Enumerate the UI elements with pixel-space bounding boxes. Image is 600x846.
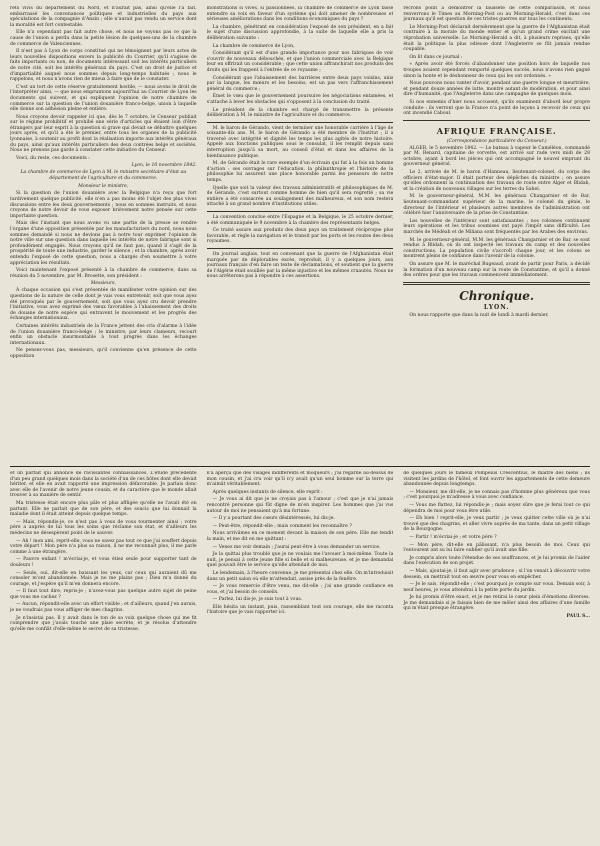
col1-para-5: Voici, du reste, ces documents : <box>16 155 90 161</box>
col1-para3-2: Ne pensez-vous pas, messieurs, qu'il convienne qu'en présence de cette opposition <box>10 348 197 359</box>
feuilleton-column-2 <box>207 471 394 846</box>
feuilleton-para: n'a aperçu que des visages indifférents et moqueurs ; j'ai regardé au-dessus de mon cousin, et j'ai cru voir qu'il n'y avait qu'un seul homme sur la terre qui m'aimât véritablement. <box>206 471 394 488</box>
feuilleton-para: Je n'insistai pas. Il y avait dans le ton de sa voix quelque chose qui me fit comprendre que j'avais touché une plaie secrète, et je résolus d'attendre qu'elle me confiât d'elle-même le secret de sa tristesse. <box>10 615 197 632</box>
col2-para-5: Émet le vœu que le gouvernement poursuive les négociations entamées, et s'attache à lever les obstacles qui s'opposent à la conclusion du traité. <box>206 94 394 105</box>
col3-para-2: On lit dans ce journal : <box>409 54 463 60</box>
chronique-lead: On nous rapporte que dans la nuit de lundi à mardi dernier, <box>409 312 549 318</box>
afrique-para-4: M. le gouverneur-général, M.M. les généraux Changarnier et de Bar, se sont rendus à Blidah, où ils ont inspecté les travaux du camp et des nouvelles constructions. La population civile s'accroît chaque jour, et les colons se montrent pleins de confiance dans l'avenir de la colonie. <box>403 237 590 260</box>
separator <box>403 282 590 285</box>
separator <box>207 248 394 249</box>
feuilleton-column-3 <box>403 471 590 846</box>
feuilleton-para: — Je le sais, répondit-elle ; c'est pourquoi je compte sur vous. Demain soir, à neuf heures, je vous attendrai à la petite porte du jardin. <box>403 582 590 593</box>
feuilleton-para: — Je vous remercie d'être venu, me dit-elle ; j'ai une grande confiance en vous, et j'ai besoin de conseils. <box>206 584 394 595</box>
letter-heading: La chambre de commerce de Lyon à M. le ministre secrétaire d'état au département de l'agriculture et du commerce. <box>20 170 187 182</box>
col2-sub: La convention conclue entre l'Espagne et la Belgique, le 25 octobre dernier, a été communiquée le 9 novembre à la chambre des représentants belges. <box>206 215 394 226</box>
col1-para-4: Nous croyons devoir rappeler ici que, dès le 7 octobre, le Censeur publiait sur le régime prohibitif et prohibé une série d'articles qui étaient loin d'être étrangers par leur esprit à la question si grave qui devait se débattre quelques jours après, et qu'il a été le premier, entre tous les organes de la publicité lyonnaise, à soutenir au profit dont la réalisation importe aux intérêts généraux du pays, ainsi qu'aux intérêts particuliers des deux contrées belge et sociétés. Nous ne prenons pas garde à constater cette initiative du Censeur. <box>10 114 197 154</box>
col3-para-1: Le Morning-Post déclarait dernièrement que la guerre de l'Afghanistan était contraire à la morale du monde entier et qu'un grand crime excitait une réprobation universelle. Le Morning-Herald a dit, à plusieurs reprises, qu'elle était la politique la plus odieuse dont l'Angleterre se fût jamais rendue coupable. <box>403 24 590 53</box>
feuilleton-para: Elle hésita un instant, puis, rassemblant tout son courage, elle me raconta l'histoire que je vais rapporter ici. <box>206 604 394 616</box>
feuilleton-para: de quelques jours le fameux Pompeius Crescentius, le maître des biens ; ils visitent les jardins de l'hôtel, et font ouvrir les appartements de cette demeure abandonnée depuis longtemps. <box>403 471 590 488</box>
feuilleton-para: — Seule, oui, dit-elle en baissant les yeux, car ceux qui auraient dû me consoler m'ont abandonnée. Mais je ne me plains pas ; Dieu m'a donné du courage, et j'espère qu'il m'en donnera encore. <box>10 570 197 587</box>
afrique-subheading: (Correspondance particulière du Censeur.) <box>446 138 547 144</box>
col2-para-9: Quelle que soit la valeur des travaux administratifs et philosophiques de M. de Gérando, c'est surtout comme homme de bien qu'il sera regretté ; sa vie entière a été consacrée au soulagement des malheureux, et son nom restera attaché à un grand nombre d'institutions utiles. <box>206 185 394 208</box>
chronique-place: LYON. <box>483 303 510 311</box>
separator <box>207 122 394 123</box>
feuilleton-para: — Monsieur, me dit-elle, je ne connais pas d'homme plus généreux que vous ; c'est pourquoi je m'adresse à vous avec confiance. <box>403 489 590 501</box>
col3-para-5: Si nos ennemis d'hier nous accusent, qu'ils examinent d'abord leur propre conduite : ils verront que la France n'a point de leçons à recevoir de ceux qui ont incendié Caboul. <box>403 99 590 117</box>
col1-para2-1: Mais dès l'instant que nous avons vu une partie de la presse se rendre l'organe d'une opposition présentée par les manufacturiers du nord, nous nous sommes demandé si nous ne devions pas à notre tour exprimer l'opinion de notre ville sur une question dans laquelle les intérêts de notre fabrique sont si profondément engagés. Nous croyons qu'il ne faut pas, quand il s'agit de la prospérité de toute une industrie, garder le silence ; et la chambre, après avoir entendu l'exposé de cette question, nous a chargés d'en soumettre à votre appréciation les résultats. <box>10 221 197 266</box>
feuilleton-para: — Mais, répondis-je, ce n'est pas à vous de vous tourmenter ainsi ; votre père a auprès de lui tous les soins que réclame son état, et d'ailleurs les médecins ne désespèrent point de le sauver. <box>10 519 197 536</box>
col2-para-8: M. de Gérando était le rare exemple d'un écrivain qui fut à la fois un homme d'action : ses ouvrages sur l'éducation, la philanthropie et l'histoire de la philosophie lui assurent une place honorable parmi les penseurs de notre temps. <box>206 161 394 184</box>
news-columns <box>10 6 590 464</box>
feuilleton-para: — Pauvre enfant ! m'écriai-je, et vous étiez seule pour supporter tant de douleurs ! <box>10 557 197 568</box>
feuilleton-para: — Ah ! mon ami, reprit-elle, vous ne savez pas tout ce que j'ai souffert depuis votre départ ! Mon père n'a plus sa raison, il ne me reconnaît plus, il me parle comme à une étrangère. <box>10 538 197 555</box>
afrique-para-1: Le 2, arrivée de M. le baron d'Hanneau, lieutenant-colonel, du corps des officiers d'état-major. Il était porteur des dépêches du ministre ; on assure qu'elles ordonnent la continuation des travaux de route entre Alger et Blidah, et la création de nouveaux villages sur les terres du Sahel. <box>403 170 590 192</box>
column-3 <box>403 6 590 464</box>
col1-para3-1: Certaines intérêts industriels de la France jettent des cris d'alarme à l'idée de l'union douanière franco-belge ; le ministre, par leurs clameurs, recourt enfin un obstacle insurmontable à tout progrès dans les échanges internationaux. <box>10 323 197 346</box>
feuilleton-para: — Eh bien ! reprit-elle, je veux partir ; je veux quitter cette ville où je n'ai trouvé que des chagrins, et aller vivre auprès de ma tante, dans un petit village de la Bourgogne. <box>403 516 590 533</box>
feuilleton-para: — Peut-être, répondit-elle ; mais comment les reconnaître ? <box>212 523 352 529</box>
feuilleton-para: Je la quittai plus troublé que je ne voulais me l'avouer à moi-même. Toute la nuit, je pensai à cette jeune fille si belle et si malheureuse, et je me demandai quel pouvait être le service qu'elle attendait de moi. <box>206 552 394 569</box>
feuilleton-para: — Il faut tout dire, repris-je ; n'avez-vous pas quelque autre sujet de peine que vous me cachez ? <box>10 589 197 600</box>
feuilleton-para: — Venez me voir demain ; j'aurai peut-être à vous demander un service. <box>212 544 381 550</box>
col2-para-6: Le président de la chambre est chargé de transmettre la présente délibération à M. le ministre de l'agriculture et du commerce. <box>206 107 394 119</box>
feuilleton-para: Je lui promis d'être exact, et je me retirai le cœur plein d'émotions diverses. Je me demandais si je faisais bien de me mêler ainsi des affaires d'une famille qui m'était presque étrangère. <box>403 595 590 612</box>
col2-para-2: La chambre de commerce de Lyon, <box>212 43 295 49</box>
afrique-para-5: On assure que M. le maréchal Bugeaud, avant de partir pour Paris, a décidé la formation d'un nouveau camp sur la route de Constantine, et qu'il a donné des ordres pour que les travaux commencent immédiatement. <box>403 261 590 279</box>
afrique-para-3: Les nouvelles de l'intérieur sont satisfaisantes ; nos colonnes continuent leurs opérations et les tribus soumises ont payé l'impôt sans difficulté. Les marchés de Médéah et de Miliana sont fréquentés par les Arabes des environs. <box>403 218 590 235</box>
feuilleton-rule <box>10 466 590 467</box>
col2-para-4: Considérant que l'abaissement des barrières entre deux pays voisins, unis par la langue, les mœurs et les besoins, est un pas vers l'affranchissement général du commerce ; <box>206 75 394 92</box>
separator <box>207 211 394 212</box>
col1-para2-2: Voici maintenant l'exposé présenté à la chambre de commerce, dans sa réunion du 5 novembre, par M. Brosette, son président : <box>10 268 197 279</box>
feuilleton-para: — Vous me flattez, lui répondis-je ; mais soyez sûre que je ferai tout ce qui dépendra de moi pour vous être utile. <box>403 502 590 514</box>
afrique-para-0: ALGER, le 5 novembre 1842. — Le bateau à vapeur le Caméléon, commandé par M. Renard, capitaine de corvette, est arrivé sur rade vers midi de 28 octobre, ayant à bord les pièces qui ont accompagné le nouvel emprunt du gouverneur général. <box>403 145 590 168</box>
feuilleton-para: Je compris alors toute l'étendue de ses souffrances, et je lui promis de l'aider dans l'exécution de son projet. <box>403 555 590 567</box>
second-salutation: Messieurs, <box>90 281 116 287</box>
col1-para-2: Il n'est pas à Lyon de corps constitué qui ne témoignent par leurs actes de leurs nouvelles dispositions envers la publicité du Courrier, qu'il s'agisse de faits importants ou non, de documents intéressant soit les intérêts particuliers de notre cité, soit les intérêts généraux du pays. C'est un droit de justice et d'impartialité auquel nous sommes depuis long-temps habitués ; nous le rappelons, et nous n'avons rien de mieux à faire que de le constater. <box>10 49 197 83</box>
col2-para-7: M. le baron de Gérando, vient de terminer une honorable carrière à l'âge de soixante-dix ans. M. le baron de Gérando a été membre de l'Institut ; il a traversé avec intégrité et dignité les temps les plus agités de notre histoire. Appelé aux fonctions publiques sous le consulat, il les remplit depuis sans interruption jusqu'à sa mort, au conseil d'état et dans les affaires de la bienfaisance publique. <box>206 125 394 159</box>
feuilleton-para: — Aucun, répondit-elle avec un effort visible ; et d'ailleurs, quand j'en aurais, je ne voudrais pas vous affliger de mes chagrins. <box>10 602 197 614</box>
col1-para-3: C'est un tort de cette réserve gratuitement hostile, — nous avons le droit de l'interpréter ainsi, — que nous empruntons aujourd'hui au Courrier de Lyon les documents qui suivent, et qui expliquent l'opinion de notre chambre de commerce sur la question de l'union douanière franco-belge, union à laquelle elle donne son adhésion pleine et entière. <box>10 84 197 113</box>
feuilleton-para: — Il y a pourtant des cœurs désintéressés, lui dis-je. <box>212 516 335 522</box>
afrique-para-2: M. le gouverneur-général, M.M. les généraux Changarnier et de Bar, lieutenant-commandant supérieur de la marine, le colonel du génie, le directeur de l'intérieur et plusieurs autres membres de l'administration ont célébré hier l'anniversaire de la prise de Constantine. <box>403 194 590 217</box>
column-2 <box>207 6 394 464</box>
feuilleton-para: Après quelques instants de silence, elle reprit : <box>212 489 323 495</box>
col3-para-3: « Après avoir été forcés d'abandonner une position hors de laquelle nos troupes avaient cependant remporté quelques succès, nous n'avons rien gagné sinon la honte et le déshonneur de ceux qui les ont ordonnés. » <box>403 62 590 79</box>
col1-para-0: rêts vivis du département du Nord, et n'aurait pas, ainsi qu'elle l'a fait, embarrassé les convenances politiques et industrielles du pays aux spéculations de la compagnie d'Anzin ; elle n'aurait pas rendu un service dont la moralité est fort contestable. <box>10 6 197 28</box>
col1-para3-0: À chaque occasion qui s'est présentée de manifester votre opinion sur des questions de la nature de celle dont je vais vous entretenir, soit que vous ayez été provoqués par le gouvernement, soit que vous ayez cru devoir prendre l'initiative, vous avez exprimé des vœux favorables à l'abaissement des droits de douane de notre espèce qui entravent le mouvement et les progrès des échanges internationaux. <box>10 288 197 322</box>
feuilleton-para: — Mon père, dit-elle en pâlissant, n'a plus besoin de moi. Ceux qui l'entourent ont su lui faire oublier qu'il avait une fille. <box>403 542 590 554</box>
col2-para2-1: On journal anglais, tout en convenant que la guerre de l'Afghanistan était marquée par de déplorables excès, reproduit, il y a quelques jours, aux journaux français d'en faire un texte de déclamations, et soutient que la guerre de l'Algérie était souillée par la même injustice et les mêmes cruautés. Nous ne nous arrêterons pas à répondre à ces assertions. <box>206 251 394 280</box>
feuilleton-para: — Partir ! m'écriai-je ; et votre père ? <box>409 534 497 540</box>
feuilleton-signature: PAUL S... <box>566 614 590 620</box>
col3-para-4: Nous pouvons nous vanter d'avoir, pendant une guerre longue et meurtrière, et pendant douze années de lutte, montré autant de modération, et pour ainsi dire d'humanité, que l'Angleterre dans une campagne de quelques mois. <box>403 81 590 98</box>
feuilleton-para: — Je vous ai dit que je ne croyais pas à l'amour ; c'est que je n'ai jamais rencontré personne qui fût digne de m'en inspirer. Les hommes que j'ai vus autour de moi ne pensaient qu'à ma fortune. <box>206 497 394 514</box>
separator <box>403 120 590 121</box>
col2-para-3: Considérant qu'il est d'une grande importance pour nos fabriques de voir s'ouvrir de nouveaux débouchés, et que l'union commerciale avec la Belgique leur en offrirait un considérable ; que cette union affranchirait nos produits des droits qui les frappent à l'entrée de ce royaume ; <box>206 51 394 73</box>
col2-para2-0: Ce traité assure aux produits des deux pays un traitement réciproque plus favorable, et règle la navigation et le transit par les ports et les routes des deux royaumes. <box>206 228 394 245</box>
letter-salutation: Monsieur le ministre, <box>78 184 129 190</box>
feuilleton-columns <box>10 471 590 846</box>
letter-dateline: Lyon, le 10 novembre 1842. <box>131 163 197 169</box>
col3-para-0: récrons point à démontrer la fausseté de cette comparaison, et nous renverrons le Times au Morning-Post ou au Morning-Herald, c'est dans ces journaux qu'il est question de ces tristes guerres sur tous les continents. <box>403 6 590 23</box>
feuilleton-para: — Parlez, lui dis-je, je suis tout à vous. <box>212 597 303 603</box>
feuilleton-para: Nous arrivâmes en ce moment devant la maison de son père. Elle me tendit la main, et me dit en me quittant : <box>206 531 394 542</box>
chronique-heading: Chronique. <box>459 288 535 303</box>
col2-para-0: monstrations si vives, si passionnées, la chambre de commerce de Lyon fasse entendre sa voix en faveur d'un système qui doit amener de nombreuses et sérieuses améliorations dans les conditions économiques du pays ? <box>206 6 394 23</box>
afrique-heading: AFRIQUE FRANÇAISE. <box>436 125 557 136</box>
feuilleton-column-1 <box>10 471 197 846</box>
column-1 <box>10 6 197 464</box>
feuilleton-para: — Mais, ajoutai-je, il faut agir avec prudence ; si l'on venait à découvrir votre dessein, on mettrait tout en œuvre pour vous en empêcher. <box>403 568 590 580</box>
col2-para-1: La chambre, pénétrant en considération l'exposé de son président, en a fait le sujet d'une discussion approfondie, à la suite de laquelle elle a pris la délibération suivante : <box>206 24 394 41</box>
col1-para-1: Elle n'a cependant pas fait autre chose, et nous ne voyons pas ce que la cause de l'union a perdu dans la petite lésion de quelques-uns de la chambre de commerce de Valenciennes. <box>10 30 197 47</box>
feuilleton-para: Ma tristesse était encore plus pâle et plus affligée qu'elle ne l'avait été en partant. Elle ne parlait que de son père, et des soucis que lui donnait la maladie dont il était atteint depuis quelque temps. <box>10 500 197 518</box>
col1-para2-0: Si la question de l'union douanière avec la Belgique n'a reçu que fort tardivement quelque publicité, elle n'en a pas moins été l'objet des plus vives discussions entre les deux gouvernements ; nous en sommes instruits, et nous croyons de notre devoir de vous exposer brièvement notre pensée sur cette importante question. <box>10 191 197 219</box>
feuilleton-para: et un parfait qui annonce de ravissantes connaissances. L'étude précédente d'un peu grand quelques mois dans la société d'un de ces hôtes dont elle devait hériter, et elle en avait rapporté une impression défavorable. Je parlais donc avec elle de l'avenir de notre jeune cousin, et du caractère que le monde allait trouver à sa manière de sentir. <box>10 471 197 499</box>
feuilleton-para: Le lendemain, à l'heure convenue, je me présentai chez elle. On m'introduisit dans un petit salon où elle m'attendait, assise près de la fenêtre. <box>206 570 394 582</box>
